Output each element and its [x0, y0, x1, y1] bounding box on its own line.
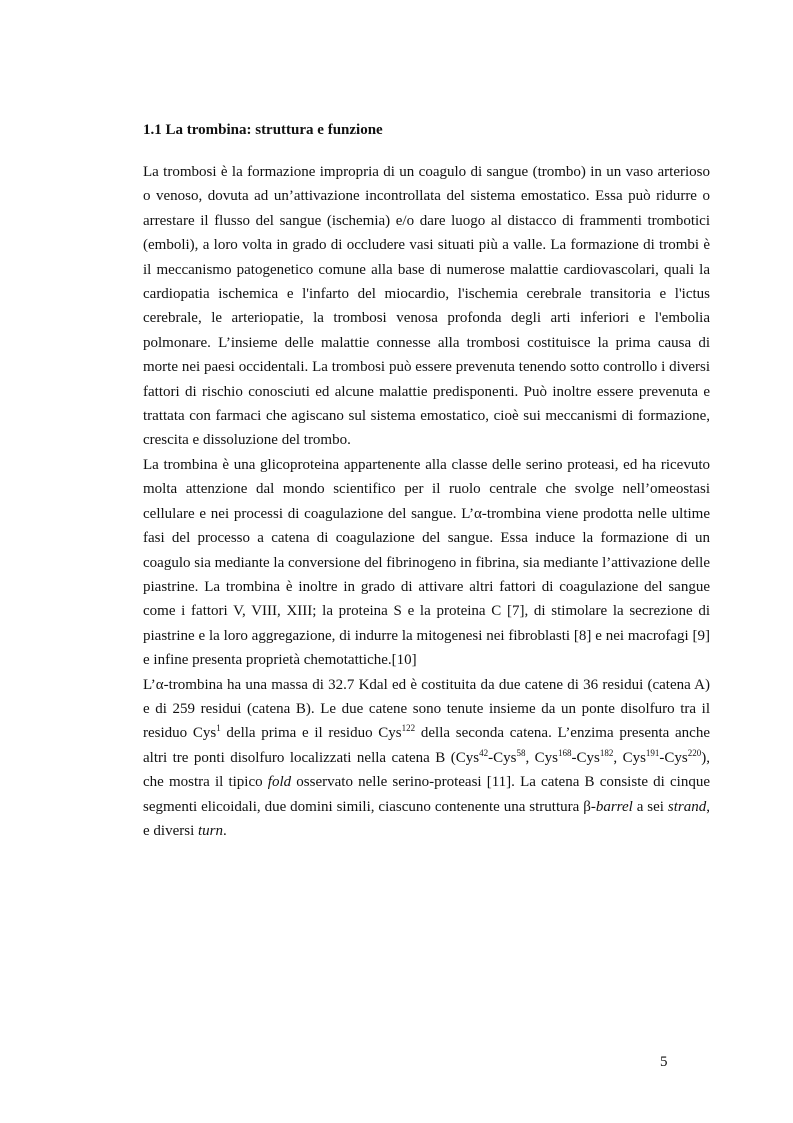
page-number: 5 — [660, 1054, 668, 1070]
text-run: ), che mostra il tipico — [143, 749, 711, 791]
text-run: , Cys — [525, 749, 559, 766]
text-run: osservato nelle serino-proteasi [11]. La catena B consiste di cinque segmenti elicoidali, due domini simili, ciascuno contenente una struttura β- — [143, 774, 710, 815]
text-run: L’α-trombina ha una massa di 32.7 Kdal ed è costituita da due catene di 36 residui (catena A) e di 259 residui (catena B). Le due catene sono tenute insieme da un ponte disolfuro tra il residuo Cys — [143, 676, 710, 742]
italic-term: strand — [667, 798, 707, 815]
superscript: 1 — [216, 723, 221, 734]
text-run: -Cys — [488, 749, 517, 766]
italic-term: fold — [267, 774, 292, 791]
section-heading: 1.1 La trombina: struttura e funzione — [143, 122, 383, 138]
italic-term: turn — [197, 822, 223, 839]
body-text — [143, 160, 710, 843]
text-run: . — [223, 822, 227, 839]
paragraph-thrombin-structure — [143, 673, 710, 844]
superscript: 191 — [645, 747, 660, 758]
superscript: 122 — [401, 723, 416, 734]
text-run: , Cys — [613, 749, 646, 766]
paragraph-thrombosis: La trombosi è la formazione impropria di un coagulo di sangue (trombo) in un vaso arterioso o venoso, dovuta ad un’attivazione incontrollata del sistema emostatico. Essa può ridurre o arrestare il flusso del sangue (ischemia) e/o dare luogo al distacco di frammenti trombotici (emboli), a loro volta in grado di occludere vasi situati più a valle. La formazione di trombi è il meccanismo patogenetico comune alla base di numerose malattie cardiovascolari, quali la cardiopatia ischemica e l'infarto del miocardio, l'ischemia cerebrale transitoria e l'ictus cerebrale, le arteriopatie, la trombosi venosa profonda degli arti inferiori e l'embolia polmonare. L’insieme delle malattie connesse alla trombosi costituisce la prima causa di morte nei paesi occidentali. La trombosi può essere prevenuta tenendo sotto controllo i diversi fattori di rischio conosciuti ed alcune malattie predisponenti. Può inoltre essere prevenuta e trattata con farmaci che agiscano sul sistema emostatico, cioè sui meccanismi di formazione, crescita e dissoluzione del trombo. — [143, 164, 710, 449]
superscript: 42 — [479, 747, 489, 758]
text-run: della prima e il residuo Cys — [220, 725, 402, 742]
italic-term: barrel — [595, 798, 633, 815]
text-run: -Cys — [659, 749, 688, 766]
text-run: -Cys — [571, 749, 600, 766]
text-run: , e diversi — [143, 798, 710, 839]
paragraph-thrombin-role: La trombina è una glicoproteina appartenente alla classe delle serino proteasi, ed ha ricevuto molta attenzione dal mondo scientifico per il ruolo centrale che svolge nell’omeostasi cellulare e nei processi di coagulazione del sangue. L’α-trombina viene prodotta nelle ultime fasi del processo a catena di coagulazione del sangue. Essa induce la formazione di un coagulo sia mediante la conversione del fibrinogeno in fibrina, sia mediante l’attivazione delle piastrine. La trombina è inoltre in grado di attivare altri fattori di coagulazione del sangue come i fattori V, VIII, XIII; la proteina S e la proteina C [7], di stimolare la secrezione di piastrine e la loro aggregazione, di indurre la mitogenesi nei fibroblasti [8] e nei macrofagi [9] e infine presenta proprietà chemotattiche.[10] — [143, 456, 710, 669]
text-run: della seconda catena. L’enzima presenta anche altri tre ponti disolfuro localizzati nella catena B (Cys — [143, 725, 710, 766]
superscript: 58 — [516, 747, 526, 758]
superscript: 168 — [558, 747, 572, 758]
superscript: 220 — [687, 747, 702, 758]
superscript: 182 — [599, 747, 614, 758]
text-run: a sei — [632, 798, 668, 815]
